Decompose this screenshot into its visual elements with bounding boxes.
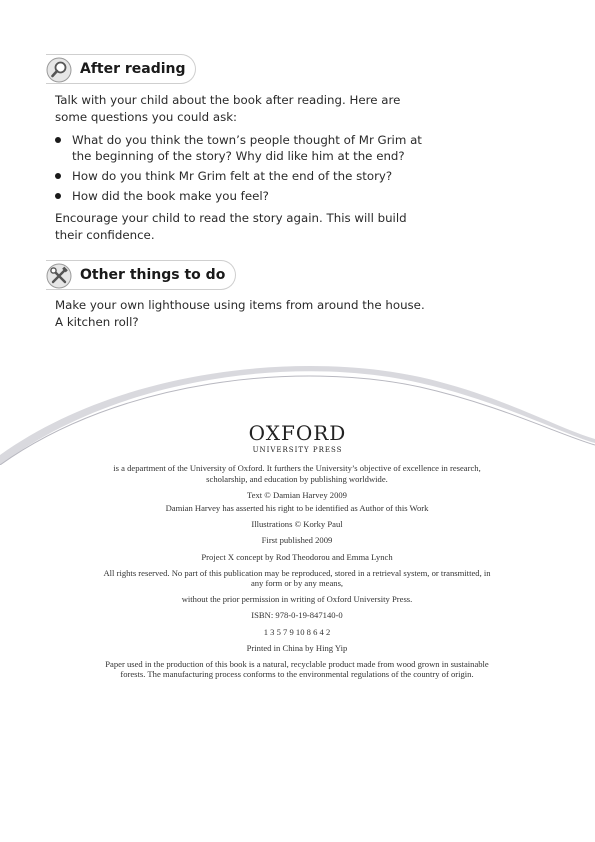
bullet-icon [55, 137, 61, 143]
list-item: How do you think Mr Grim felt at the end of the story? [55, 168, 425, 184]
imprint-paper: Paper used in the production of this book is a natural, recyclable product made from wood grown in sustainable forests. The manufacturing process conforms to the environmental regulations of the country of origin. [105, 658, 489, 680]
imprint-first-published: First published 2009 [261, 535, 333, 546]
logo-main: OXFORD [248, 421, 347, 445]
crossed-tools-icon [46, 263, 72, 289]
logo-sub: UNIVERSITY PRESS [252, 446, 343, 454]
other-things-text: Make your own lighthouse using items from around the house. A kitchen roll? [55, 298, 425, 329]
after-reading-title: After reading [80, 61, 186, 77]
imprint-print-line: 1 3 5 7 9 10 8 6 4 2 [263, 626, 331, 637]
after-reading-header [46, 54, 196, 84]
imprint-illustrations: Illustrations © Korky Paul [251, 519, 343, 530]
imprint-dept: is a department of the University of Oxford. It furthers the University’s objective of excellence in research, scholarship, and education by publishing worldwide. [113, 463, 481, 484]
publisher-logo [0, 421, 595, 454]
imprint-isbn: ISBN: 978-0-19-847140-0 [251, 610, 343, 621]
encourage-text: Encourage your child to read the story again. This will build their confidence. [55, 211, 407, 242]
imprint-rights: All rights reserved. No part of this publication may be reproduced, stored in a retrieval system, or transmitted, in any form or by any means, [103, 567, 491, 589]
imprint-concept: Project X concept by Rod Theodorou and Emma Lynch [201, 551, 393, 562]
other-things-header [46, 260, 236, 290]
imprint-block [97, 463, 497, 685]
list-item: What do you think the town’s people thought of Mr Grim at the beginning of the story? Why did like him at the end? [55, 132, 425, 164]
after-reading-intro: Talk with your child about the book after reading. Here are some questions you could ask: [55, 93, 401, 124]
other-things-title: Other things to do [80, 267, 226, 283]
imprint-permission: without the prior permission in writing of Oxford University Press. [181, 594, 413, 605]
bullet-icon [55, 173, 61, 179]
bullet-icon [55, 193, 61, 199]
magnifying-glass-icon [46, 57, 72, 83]
imprint-text-copyright: Text © Damian Harvey 2009 [247, 489, 347, 500]
imprint-printed: Printed in China by Hing Yip [246, 642, 348, 653]
imprint-asserted: Damian Harvey has asserted his right to be identified as Author of this Work [165, 503, 429, 514]
question-list [55, 132, 425, 208]
list-item: How did the book make you feel? [55, 188, 425, 204]
